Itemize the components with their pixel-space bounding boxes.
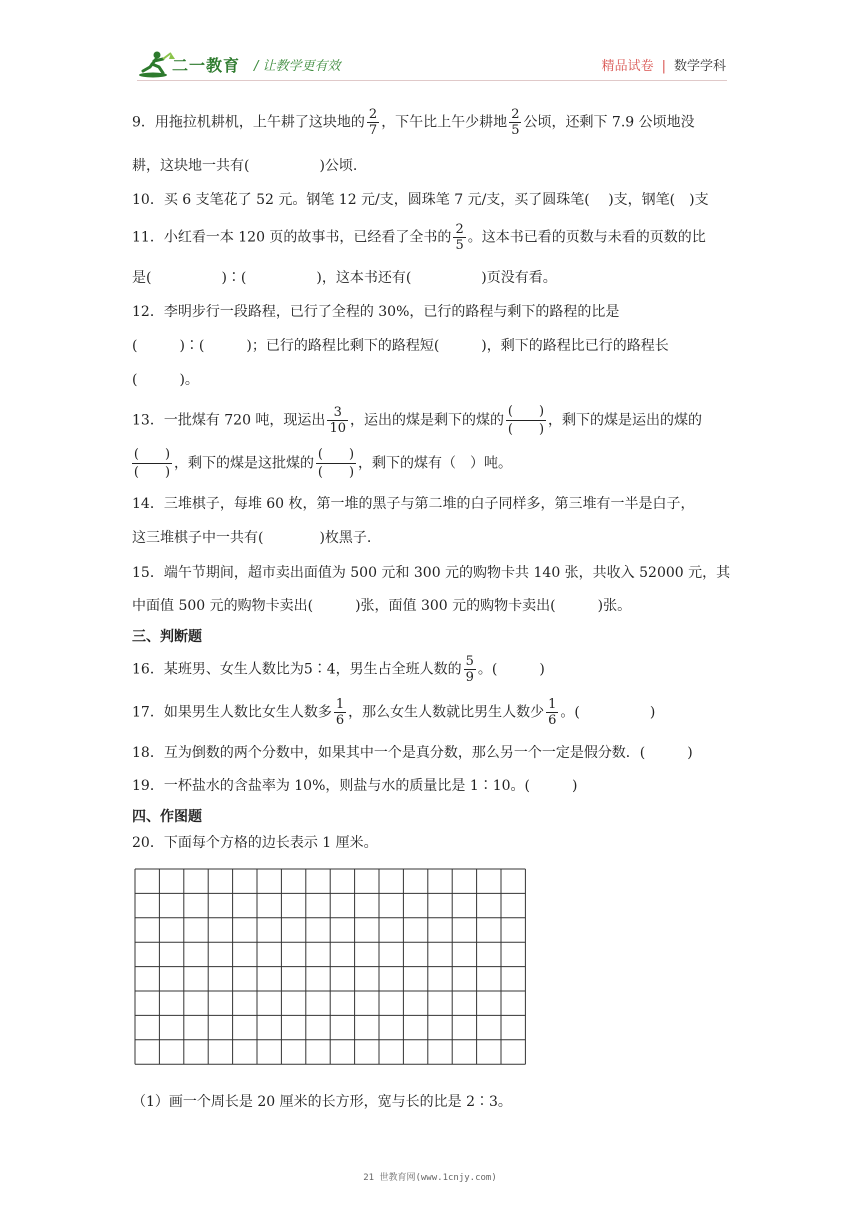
header-separator: | — [661, 59, 666, 74]
q17-text-2: ，那么女生人数就比男生人数少 — [348, 704, 545, 721]
q13-text-2: ，运出的煤是剩下的煤的 — [349, 412, 504, 429]
header-slogan: / 让教学更有效 — [254, 59, 341, 74]
section-4-heading: 四、作图题 — [132, 809, 202, 825]
q17-frac2-num: 1 — [548, 697, 557, 712]
q9-fraction-1 — [367, 107, 379, 138]
page-header — [0, 0, 860, 100]
q13-blank2-den: ( ) — [133, 465, 171, 480]
q11-frac-den: 5 — [455, 238, 464, 253]
q17-fraction-2 — [546, 697, 558, 728]
q11-text-1: 11．小红看一本 120 页的故事书，已经看了全书的 — [132, 229, 452, 246]
q16-frac-num: 5 — [465, 654, 474, 669]
question-12-line2: ( )∶( )；已行的路程比剩下的路程短( )，剩下的路程比已行的路程长 — [132, 338, 669, 354]
q13-text-1: 13．一批煤有 720 吨，现运出 — [132, 412, 326, 429]
question-14-line1: 14．三堆棋子，每堆 60 枚，第一堆的黑子与第二堆的白子同样多，第三堆有一半是白子， — [132, 496, 695, 512]
q17-frac1-den: 6 — [335, 713, 345, 728]
q16-frac-den: 9 — [465, 670, 474, 685]
q13-text-4: ，剩下的煤是这批煤的 — [174, 455, 314, 472]
q13-frac-num: 3 — [327, 405, 348, 421]
q13-blank2-num: ( ) — [133, 447, 171, 462]
q9-text-1: 9．用拖拉机耕机，上午耕了这块地的 — [132, 114, 365, 131]
q9-text-2: ，下午比上午少耕地 — [381, 114, 508, 131]
header-tag-paper: 精品试卷 — [601, 59, 654, 74]
header-right — [602, 55, 726, 74]
q9-frac2-num: 2 — [511, 107, 520, 122]
q13-blank1-num: ( ) — [507, 404, 545, 419]
question-15-line1: 15．端午节期间，超市卖出面值为 500 元和 300 元的购物卡共 140 张，共收入 52000 元，其 — [132, 565, 731, 581]
q16-text-2: 。( ) — [477, 661, 545, 678]
question-18: 18．互为倒数的两个分数中，如果其中一个是真分数，那么另一个一定是假分数．( ) — [132, 745, 693, 761]
q13-blank-fraction-2 — [132, 446, 172, 481]
question-13-line1 — [132, 403, 702, 438]
q17-text-1: 17．如果男生人数比女生人数多 — [132, 704, 332, 721]
q17-fraction-1 — [334, 697, 346, 728]
q17-text-3: 。( ) — [560, 704, 656, 721]
question-10: 10．买 6 支笔花了 52 元。钢笔 12 元/支，圆珠笔 7 元/支，买了圆珠笔( )支，钢笔( )支 — [132, 192, 709, 208]
q13-blank3-den: ( ) — [317, 465, 355, 480]
q9-fraction-2 — [509, 107, 521, 138]
q13-blank3-num: ( ) — [317, 447, 355, 462]
q16-fraction — [464, 654, 476, 685]
question-11-line2: 是( )∶( )，这本书还有( )页没有看。 — [132, 270, 557, 286]
header-divider — [137, 80, 727, 81]
question-19: 19．一杯盐水的含盐率为 10%，则盐与水的质量比是 1∶10。( ) — [132, 778, 578, 794]
square-grid[interactable] — [134, 868, 526, 1066]
question-14-line2: 这三堆棋子中一共有( )枚黑子. — [132, 530, 372, 546]
q13-text-5: ，剩下的煤有（ ）吨。 — [358, 455, 512, 472]
question-9-line1 — [132, 107, 695, 138]
q9-frac1-num: 2 — [368, 107, 378, 122]
q13-blank-fraction-3 — [316, 446, 356, 481]
question-12-line3: ( )。 — [132, 372, 199, 388]
q13-text-3: ，剩下的煤是运出的煤的 — [547, 412, 702, 429]
q13-blank1-den: ( ) — [507, 422, 545, 437]
q17-frac2-den: 6 — [548, 713, 557, 728]
q13-frac-den: 10 — [329, 421, 346, 436]
header-tag-subject: 数学学科 — [673, 59, 726, 74]
q11-text-2: 。这本书已看的页数与未看的页数的比 — [467, 229, 706, 246]
question-13-line2 — [132, 446, 512, 481]
q11-frac-num: 2 — [455, 222, 464, 237]
q16-text-1: 16．某班男、女生人数比为5∶4，男生占全班人数的 — [132, 661, 462, 678]
logo-text: 二一教育 — [172, 56, 241, 75]
question-17 — [132, 697, 655, 728]
q11-fraction — [453, 222, 465, 253]
question-9-line2: 耕，这块地一共有( )公顷. — [132, 158, 358, 174]
question-15-line2: 中面值 500 元的购物卡卖出( )张，面值 300 元的购物卡卖出( )张。 — [132, 598, 632, 614]
section-3-heading: 三、判断题 — [132, 629, 202, 645]
q9-frac1-den: 7 — [368, 123, 378, 138]
q9-text-3: 公顷，还剩下 7.9 公顷地没 — [523, 114, 695, 131]
question-20-part-1: （1）画一个周长是 20 厘米的长方形，宽与长的比是 2∶3。 — [132, 1094, 512, 1110]
q13-fraction — [327, 405, 348, 436]
q9-frac2-den: 5 — [511, 123, 520, 138]
question-12-line1: 12．李明步行一段路程，已行了全程的 30%，已行的路程与剩下的路程的比是 — [132, 304, 620, 320]
page-footer: 21 世教育网(www.1cnjy.com) — [363, 1173, 497, 1183]
q17-frac1-num: 1 — [335, 697, 345, 712]
q13-blank-fraction-1 — [506, 403, 546, 438]
question-16 — [132, 654, 545, 685]
question-20: 20．下面每个方格的边长表示 1 厘米。 — [132, 835, 378, 851]
question-11-line1 — [132, 222, 706, 253]
